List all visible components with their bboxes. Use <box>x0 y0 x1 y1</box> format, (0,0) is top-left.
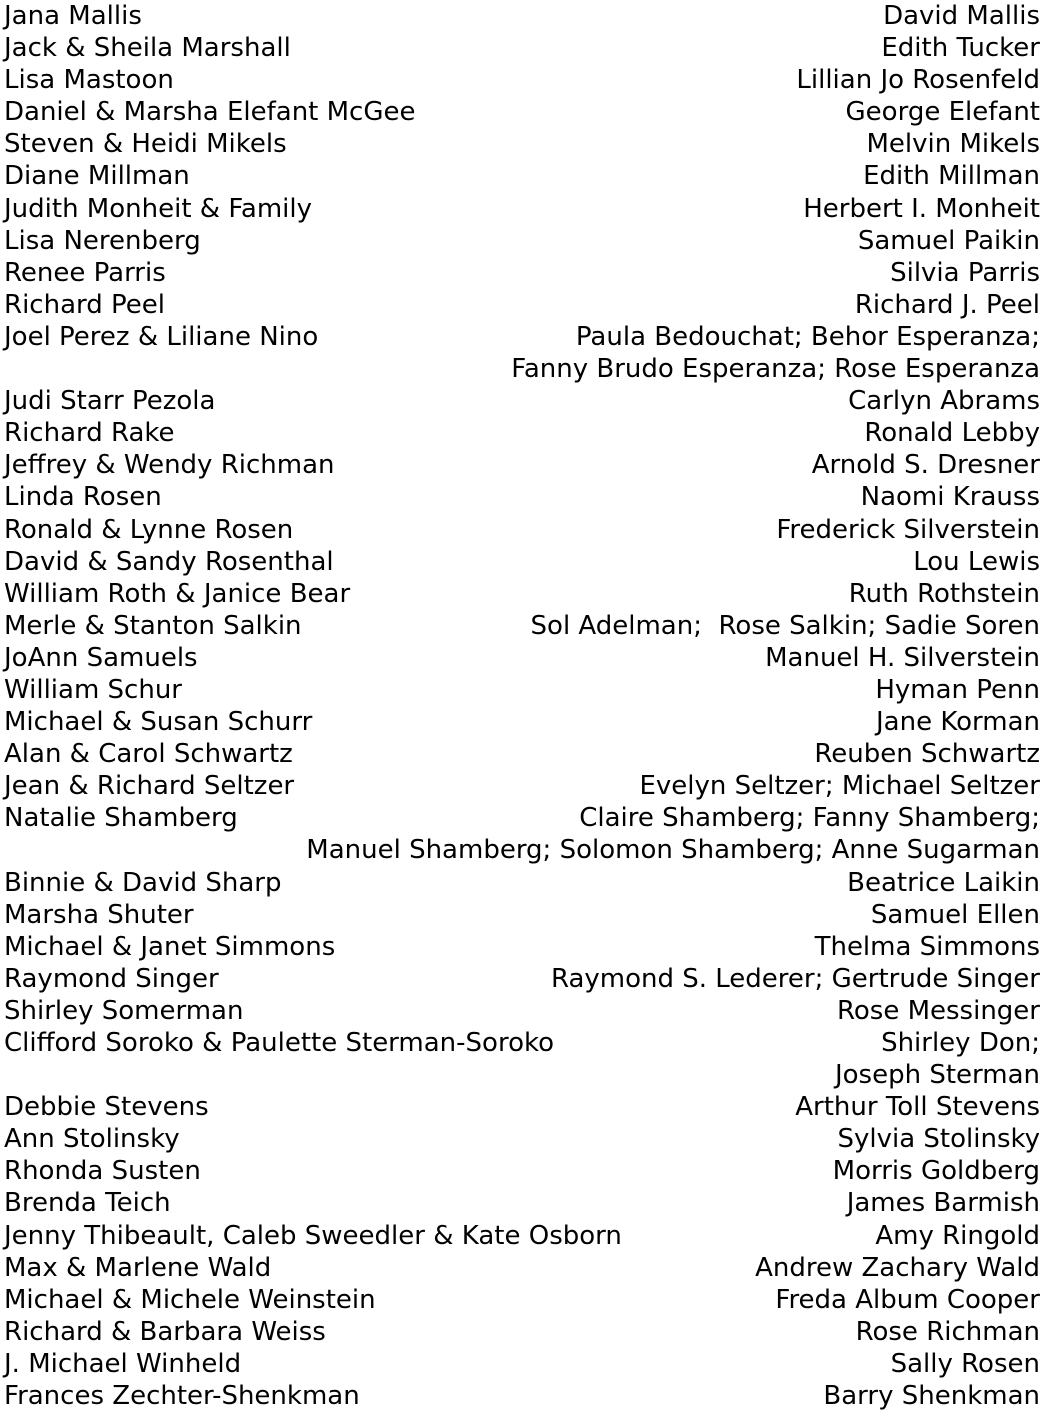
donor-name: Diane Millman <box>4 161 190 192</box>
donor-name: Jeffrey & Wendy Richman <box>4 450 335 481</box>
listing-entry <box>4 1316 1040 1348</box>
listing-entry <box>4 64 1040 96</box>
memorial-name: Morris Goldberg <box>832 1156 1040 1187</box>
donor-name: David & Sandy Rosenthal <box>4 546 334 577</box>
memorial-name: Ruth Rothstein <box>848 578 1040 609</box>
donor-name: Michael & Janet Simmons <box>4 931 336 962</box>
memorial-name: Manuel H. Silverstein <box>765 642 1040 673</box>
memorial-name: Shirley Don; <box>881 1028 1040 1058</box>
listing-entry <box>4 931 1040 963</box>
listing-entry <box>4 1187 1040 1219</box>
listing-entry <box>4 899 1040 931</box>
listing-entry <box>4 160 1040 192</box>
donor-name: Marsha Shuter <box>4 899 194 930</box>
memorial-name: Fanny Brudo Esperanza; Rose Esperanza <box>511 354 1040 385</box>
memorial-name: Samuel Paikin <box>857 225 1040 256</box>
memorial-name: Arthur Toll Stevens <box>795 1092 1040 1123</box>
donor-name: J. Michael Winheld <box>4 1348 242 1379</box>
listing-entry <box>4 1123 1040 1155</box>
donor-name: Rhonda Susten <box>4 1156 201 1187</box>
donor-name: Ronald & Lynne Rosen <box>4 514 294 545</box>
memorial-name: Paula Bedouchat; Behor Esperanza; <box>575 321 1040 352</box>
listing-entry <box>4 1220 1040 1252</box>
donor-name: Linda Rosen <box>4 482 162 513</box>
listing-entry <box>4 449 1040 481</box>
memorial-name: Manuel Shamberg; Solomon Shamberg; Anne Sugarman <box>306 835 1040 866</box>
memorial-name: Frederick Silverstein <box>776 514 1040 545</box>
listing-entry <box>4 1027 1040 1091</box>
donor-name: Frances Zechter-Shenkman <box>4 1381 360 1412</box>
listing-entry <box>4 1252 1040 1284</box>
memorial-name: Sally Rosen <box>890 1348 1040 1379</box>
donor-name: Steven & Heidi Mikels <box>4 129 287 160</box>
memorial-name: Edith Millman <box>863 161 1040 192</box>
memorial-name: George Elefant <box>845 97 1040 128</box>
donor-name: Jana Mallis <box>4 1 142 31</box>
listing-entry <box>4 674 1040 706</box>
listing-entry <box>4 514 1040 546</box>
donor-name: Max & Marlene Wald <box>4 1252 272 1283</box>
donor-name: Raymond Singer <box>4 963 219 994</box>
memorial-name: Carlyn Abrams <box>848 386 1040 417</box>
memorial-name: Naomi Krauss <box>860 482 1040 513</box>
listing-entry <box>4 1284 1040 1316</box>
listing-entry <box>4 193 1040 225</box>
donor-name: Michael & Susan Schurr <box>4 707 313 738</box>
donor-name: Brenda Teich <box>4 1188 171 1219</box>
memorial-name: Amy Ringold <box>875 1220 1040 1251</box>
donor-name: William Roth & Janice Bear <box>4 578 351 609</box>
memorial-listing <box>4 0 1040 1412</box>
donor-name: Shirley Somerman <box>4 995 244 1026</box>
listing-entry <box>4 481 1040 513</box>
memorial-name: Claire Shamberg; Fanny Shamberg; <box>579 803 1040 834</box>
listing-entry <box>4 963 1040 995</box>
listing-entry <box>4 225 1040 257</box>
listing-entry <box>4 610 1040 642</box>
memorial-name: Andrew Zachary Wald <box>755 1252 1040 1283</box>
donor-name: Alan & Carol Schwartz <box>4 739 293 770</box>
listing-entry <box>4 546 1040 578</box>
listing-entry <box>4 802 1040 866</box>
memorial-name: Freda Album Cooper <box>775 1284 1040 1315</box>
listing-entry <box>4 770 1040 802</box>
donor-name: Renee Parris <box>4 257 166 288</box>
listing-entry <box>4 995 1040 1027</box>
memorial-name: Jane Korman <box>876 707 1040 738</box>
memorial-name: Lillian Jo Rosenfeld <box>796 65 1040 96</box>
listing-entry <box>4 385 1040 417</box>
donor-name: Joel Perez & Liliane Nino <box>4 321 319 352</box>
donor-name: Jack & Sheila Marshall <box>4 33 291 64</box>
memorial-name: David Mallis <box>883 1 1040 31</box>
donor-name: Jean & Richard Seltzer <box>4 771 295 802</box>
donor-name: Binnie & David Sharp <box>4 867 282 898</box>
donor-name: Richard Rake <box>4 418 175 449</box>
memorial-name: Richard J. Peel <box>854 289 1040 320</box>
donor-name: Merle & Stanton Salkin <box>4 610 302 641</box>
listing-entry <box>4 96 1040 128</box>
donor-name: Natalie Shamberg <box>4 803 238 834</box>
donor-name: JoAnn Samuels <box>4 642 198 673</box>
listing-entry <box>4 867 1040 899</box>
listing-entry <box>4 128 1040 160</box>
donor-name: William Schur <box>4 674 183 705</box>
memorial-name: Beatrice Laikin <box>847 867 1040 898</box>
memorial-name: Silvia Parris <box>890 257 1040 288</box>
memorial-name: Rose Messinger <box>836 995 1040 1026</box>
donor-name: Michael & Michele Weinstein <box>4 1284 376 1315</box>
donor-name: Richard & Barbara Weiss <box>4 1316 326 1347</box>
memorial-name: Lou Lewis <box>913 546 1040 577</box>
memorial-name: Raymond S. Lederer; Gertrude Singer <box>550 963 1040 994</box>
listing-entry <box>4 578 1040 610</box>
memorial-name: Hyman Penn <box>875 674 1040 705</box>
memorial-name: Ronald Lebby <box>864 418 1040 449</box>
listing-entry <box>4 321 1040 385</box>
memorial-name: Arnold S. Dresner <box>811 450 1040 481</box>
donor-name: Judi Starr Pezola <box>4 386 216 417</box>
listing-entry <box>4 1380 1040 1412</box>
listing-entry <box>4 642 1040 674</box>
memorial-name: Barry Shenkman <box>823 1381 1040 1412</box>
memorial-name: Evelyn Seltzer; Michael Seltzer <box>639 771 1040 802</box>
donor-name: Jenny Thibeault, Caleb Sweedler & Kate Osborn <box>4 1220 622 1251</box>
donor-name: Clifford Soroko & Paulette Sterman-Soroko <box>4 1028 555 1058</box>
donor-name: Lisa Nerenberg <box>4 225 201 256</box>
listing-entry <box>4 1348 1040 1380</box>
listing-entry <box>4 289 1040 321</box>
listing-entry <box>4 1091 1040 1123</box>
memorial-name: Thelma Simmons <box>814 931 1040 962</box>
memorial-name: Sol Adelman; Rose Salkin; Sadie Soren <box>530 610 1040 641</box>
listing-entry <box>4 257 1040 289</box>
donor-name: Richard Peel <box>4 289 165 320</box>
donor-name: Judith Monheit & Family <box>4 193 312 224</box>
donor-name: Debbie Stevens <box>4 1092 209 1123</box>
listing-entry <box>4 706 1040 738</box>
memorial-name: Rose Richman <box>855 1316 1040 1347</box>
memorial-name: Melvin Mikels <box>866 129 1040 160</box>
listing-entry <box>4 0 1040 32</box>
memorial-name: Samuel Ellen <box>870 899 1040 930</box>
listing-entry <box>4 738 1040 770</box>
memorial-name: Herbert I. Monheit <box>803 193 1040 224</box>
memorial-name: Edith Tucker <box>881 33 1040 64</box>
memorial-name: Joseph Sterman <box>834 1060 1040 1091</box>
donor-name: Ann Stolinsky <box>4 1124 180 1155</box>
listing-entry <box>4 1155 1040 1187</box>
memorial-name: Sylvia Stolinsky <box>837 1124 1040 1155</box>
listing-entry <box>4 32 1040 64</box>
donor-name: Lisa Mastoon <box>4 65 174 96</box>
memorial-name: James Barmish <box>846 1188 1040 1219</box>
memorial-name: Reuben Schwartz <box>814 739 1040 770</box>
listing-entry <box>4 417 1040 449</box>
donor-name: Daniel & Marsha Elefant McGee <box>4 97 416 128</box>
